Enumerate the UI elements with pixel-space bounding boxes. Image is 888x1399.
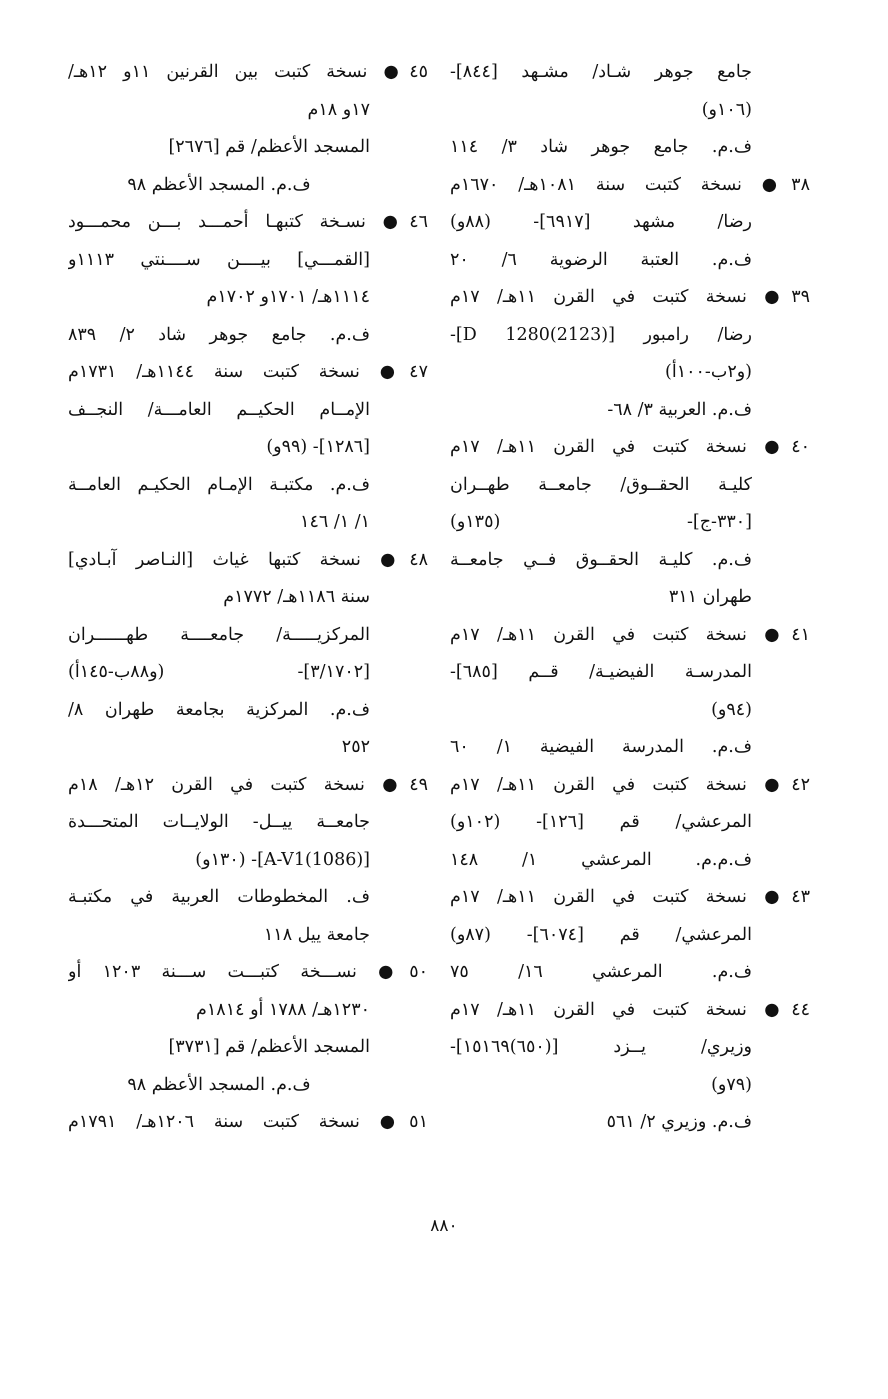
- text-line: (و٢ب-١٠٠أ): [665, 362, 752, 382]
- text-line: ف.م. وزيري ٢/ ٥٦١: [606, 1112, 752, 1132]
- text-line: ف.م.م. المرعشي ١/ ١٤٨: [450, 849, 753, 870]
- text-line: ٤٠● نسخة كتبت في القرن ١١هـ/ ١٧م: [450, 437, 810, 457]
- text-line: ٤٧● نسخة كتبت سنة ١١٤٤هـ/ ١٧٣١م: [68, 362, 428, 382]
- text-line: ٤٣● نسخة كتبت في القرن ١١هـ/ ١٧م: [450, 887, 810, 907]
- text-line: ف.م. المسجد الأعظم ٩٨: [127, 1074, 311, 1095]
- text-line: (٧٩و): [711, 1074, 752, 1095]
- text-line: ف.م. مكتبـة الإمـام الحكيـم العامــة: [68, 474, 370, 495]
- text-line: ١٧و ١٨م: [307, 99, 370, 120]
- text-line: المرعشي/ قم [١٢٦]- (١٠٢و): [450, 812, 752, 832]
- page-number: ٨٨٠: [430, 1216, 458, 1236]
- text-line: ف. المخطوطات العربية في مكتبـة: [68, 887, 370, 907]
- text-line: ف.م. العتبة الرضوية ٦/ ٢٠: [450, 249, 752, 270]
- left-column: [68, 54, 428, 1142]
- text-line: (٩٤و): [711, 699, 752, 720]
- text-line: ٤١● نسخة كتبت في القرن ١١هـ/ ١٧م: [450, 624, 810, 645]
- text-line: ٤٩● نسخة كتبت في القرن ١٢هـ/ ١٨م: [68, 774, 428, 795]
- text-line: سنة ١١٨٦هـ/ ١٧٧٢م: [223, 587, 370, 607]
- text-line: ٤٢● نسخة كتبت في القرن ١١هـ/ ١٧م: [450, 774, 810, 795]
- text-line: ٤٥● نسخة كتبت بين القرنين ١١و ١٢هـ/: [68, 62, 428, 82]
- text-line: (١٠٦و): [701, 99, 752, 120]
- text-line: رضا/ مشهد [٦٩١٧]- (٨٨و): [450, 212, 752, 232]
- text-line: ٥٠● نســـخة كتبـــت ســـنة ١٢٠٣ أو: [68, 962, 428, 982]
- text-line: جامعة ييل ١١٨: [263, 924, 370, 945]
- text-line: [١٢٨٦]- (٩٩و): [266, 437, 370, 457]
- text-line: ٤٤● نسخة كتبت في القرن ١١هـ/ ١٧م: [450, 999, 810, 1020]
- text-line: ف.م. جامع جوهر شاد ٢/ ٨٣٩: [68, 324, 370, 345]
- text-line: رضا/ رامبور [D 1280(2123)]-: [450, 324, 752, 345]
- text-line: كليـة الحقــوق/ جامعــة طهــران: [450, 474, 752, 495]
- text-line: ٤٦● نسـخة كتبهـا أحمـــد بـــن محمـــود: [68, 212, 428, 232]
- text-line: ف.م. المسجد الأعظم ٩٨: [127, 174, 311, 195]
- text-line: ١٢٣٠هـ/ ١٧٨٨ أو ١٨١٤م: [196, 999, 370, 1020]
- text-line: المسجد الأعظم/ قم [٣٧٣١]: [168, 1037, 370, 1057]
- text-line: جامع جوهر شـاد/ مشـهد [٨٤٤]-: [450, 62, 752, 82]
- text-line: [(1086)A-V1]- (١٣٠و): [195, 849, 370, 870]
- text-line: [٣٣٠-ج]- (١٣٥و): [450, 512, 752, 532]
- right-column: [450, 54, 810, 1142]
- text-line: ٥١● نسخة كتبت سنة ١٢٠٦هـ/ ١٧٩١م: [68, 1112, 428, 1132]
- text-line: [القمـــي] بيــــن ســــنتي ١١١٣و: [68, 249, 370, 270]
- text-line: ف.م. المدرسة الفيضية ١/ ٦٠: [450, 737, 752, 757]
- text-line: [٣/١٧٠٢]- (و٨٨ب-١٤٥أ): [68, 662, 370, 682]
- text-line: وزيري/ يــزد [(٦٥٠)١٥١٦٩]-: [450, 1037, 752, 1057]
- text-line: ٤٨● نسخة كتبها غياث [النـاصر آبـادي]: [68, 549, 428, 570]
- text-line: المسجد الأعظم/ قم [٢٦٧٦]: [168, 137, 370, 157]
- text-line: ١/ ١/ ١٤٦: [300, 512, 370, 532]
- text-line: المدرسـة الفيضيـة/ قــم [٦٨٥]-: [450, 662, 752, 682]
- text-line: طهران ٣١١: [668, 587, 752, 607]
- text-line: ف.م. جامع جوهر شاد ٣/ ١١٤: [450, 137, 752, 157]
- text-line: ١١١٤هـ/ ١٧٠١و ١٧٠٢م: [206, 287, 370, 307]
- text-line: ٣٨● نسخة كتبت سنة ١٠٨١هـ/ ١٦٧٠م: [450, 174, 810, 195]
- text-line: ف.م. المركزية بجامعة طهران ٨/: [68, 699, 370, 720]
- text-line: ٢٥٢: [341, 737, 370, 757]
- text-line: جامعــة ييــل- الولايــات المتحـــدة: [68, 812, 370, 832]
- text-line: الإمــام الحكيــم العامـــة/ النجــف: [68, 399, 370, 420]
- text-line: ف.م. العربية ٣/ ٦٨-: [607, 399, 752, 420]
- text-line: المركزيـــــة/ جامعــــة طهــــــران: [68, 624, 370, 645]
- text-line: المرعشي/ قم [٦٠٧٤]- (٨٧و): [450, 924, 753, 945]
- text-line: ف.م. المرعشي ١٦/ ٧٥: [450, 962, 752, 982]
- text-line: ٣٩● نسخة كتبت في القرن ١١هـ/ ١٧م: [450, 287, 810, 307]
- text-line: ف.م. كليـة الحقــوق فــي جامعــة: [450, 549, 752, 570]
